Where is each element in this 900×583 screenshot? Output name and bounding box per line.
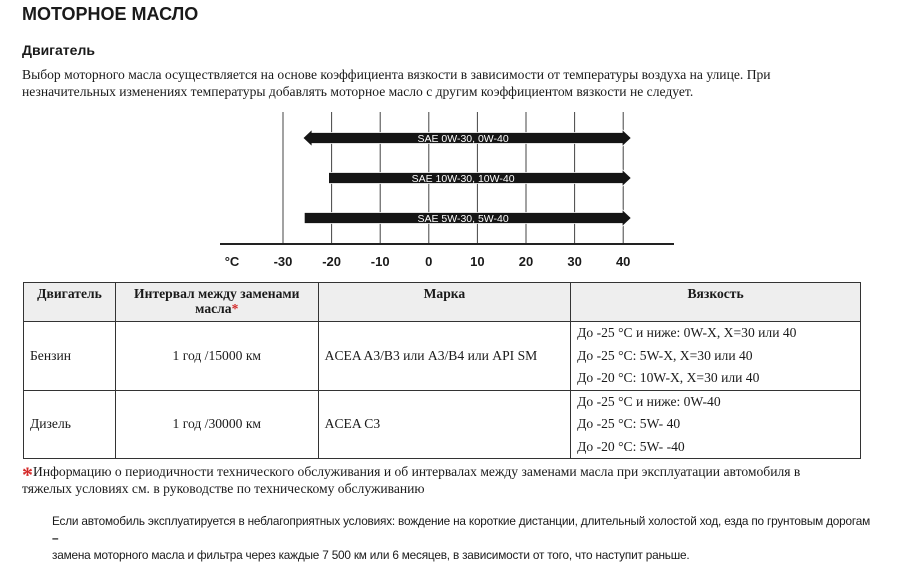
header-interval-label: Интервал между заменами масла xyxy=(134,286,300,316)
viscosity-line: До -25 °C и ниже: 0W-40 xyxy=(577,393,721,409)
table-row xyxy=(24,322,861,391)
oil-spec-table xyxy=(23,282,861,459)
note-dash: – xyxy=(52,531,59,545)
footnote xyxy=(22,463,872,497)
tick-label: 10 xyxy=(470,254,485,269)
intro-paragraph xyxy=(22,66,822,100)
header-engine: Двигатель xyxy=(24,283,116,322)
viscosity-temperature-chart xyxy=(220,108,690,276)
note-line-1: Если автомобиль эксплуатируется в неблагоприятных условиях: вождение на короткие дистанции, длительный холостой ход, езда по грунтовым дорогам xyxy=(52,514,870,528)
cell-viscosity xyxy=(571,322,861,391)
note-line-2 xyxy=(52,530,872,564)
cell-interval: 1 год /30000 км xyxy=(115,390,318,459)
viscosity-line: До -25 °C и ниже: 0W-X, X=30 или 40 xyxy=(577,325,797,340)
range-bar-label: SAE 10W-30, 10W-40 xyxy=(411,173,515,185)
viscosity-line: До -25 °C: 5W-X, X=30 или 40 xyxy=(577,347,753,363)
section-title-engine: Двигатель xyxy=(22,42,95,58)
intro-line-2: незначительных изменениях температуры добавлять моторное масло с другим коэффициентом вязкости не следует. xyxy=(22,84,694,99)
cell-engine: Бензин xyxy=(24,322,116,391)
tick-label: 40 xyxy=(615,254,631,269)
viscosity-line: До -25 °C: 5W- 40 xyxy=(577,416,681,431)
header-viscosity: Вязкость xyxy=(571,283,861,322)
range-bar-label: SAE 0W-30, 0W-40 xyxy=(417,133,509,145)
footnote-line-2: тяжелых условиях см. в руководстве по техническому обслуживанию xyxy=(22,481,425,496)
footnote-line-1 xyxy=(22,462,872,487)
header-brand: Марка xyxy=(318,283,571,322)
cell-interval: 1 год /15000 км xyxy=(115,322,318,391)
cell-brand: ACEA A3/B3 или A3/B4 или API SM xyxy=(318,322,571,391)
unit-label: °C xyxy=(224,254,240,269)
cell-brand: ACEA C3 xyxy=(318,390,571,459)
header-interval xyxy=(115,283,318,322)
viscosity-line: До -20 °C: 10W-X, X=30 или 40 xyxy=(577,370,760,385)
tick-label: 30 xyxy=(567,254,582,269)
table-header-row xyxy=(24,283,861,322)
note-text-2: замена моторного масла и фильтра через каждые 7 500 км или 6 месяцев, в зависимости от того, что наступит раньше. xyxy=(52,548,690,562)
tick-label: -10 xyxy=(370,254,390,269)
footnote-asterisk: * xyxy=(22,462,33,487)
cell-engine: Дизель xyxy=(24,390,116,459)
severe-conditions-note xyxy=(52,513,872,564)
range-bar-label: SAE 5W-30, 5W-40 xyxy=(417,213,509,225)
viscosity-line: До -20 °C: 5W- -40 xyxy=(577,438,685,454)
asterisk-mark: * xyxy=(231,301,239,316)
footnote-text-1: Информацию о периодичности технического обслуживания и об интервалах между заменами масла при эксплуатации автомобиля в xyxy=(33,464,801,479)
tick-label: -30 xyxy=(273,254,293,269)
tick-label: 0 xyxy=(425,254,433,269)
cell-viscosity xyxy=(571,390,861,459)
page-title: МОТОРНОЕ МАСЛО xyxy=(22,4,199,24)
intro-line-1: Выбор моторного масла осуществляется на основе коэффициента вязкости в зависимости от температуры воздуха на улице. При xyxy=(22,67,771,82)
table-row xyxy=(24,390,861,459)
tick-label: 20 xyxy=(518,254,534,269)
tick-label: -20 xyxy=(322,254,341,269)
